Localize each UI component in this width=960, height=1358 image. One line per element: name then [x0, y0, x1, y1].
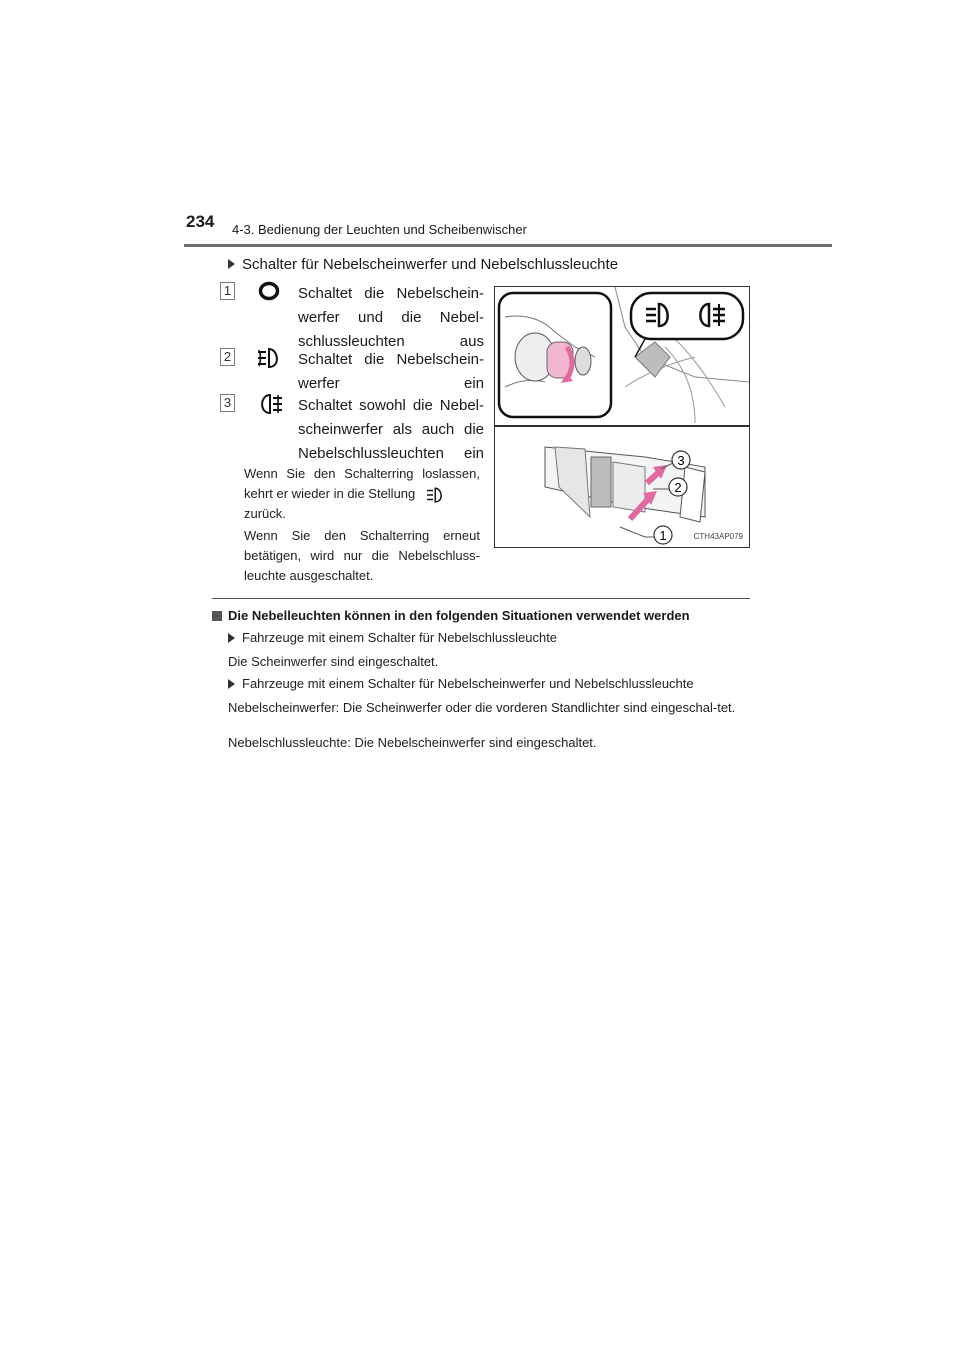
step-number: 2	[220, 348, 235, 366]
situation-label-text: Fahrzeuge mit einem Schalter für Nebelschlussleuchte	[242, 630, 558, 645]
step-text: Schaltet die Nebelschein-werfer und die Nebel-schlussleuchten aus	[298, 285, 484, 350]
situations-heading	[212, 608, 690, 623]
release-note-text: Wenn Sie den Schalterring loslassen, kehrt er wieder in die Stellung	[244, 466, 480, 501]
steering-column-illustration	[495, 287, 749, 423]
illustration	[494, 286, 750, 548]
callout-3-label: 3	[677, 453, 685, 468]
again-note: Wenn Sie den Schalterring erneut betätigen, wird nur die Nebelschluss-leuchte ausgeschaltet.	[244, 528, 480, 583]
callout-1-label: 1	[659, 528, 667, 543]
step-item	[220, 348, 490, 396]
variant-heading	[228, 256, 618, 273]
illustration-code: CTH43AP079	[693, 532, 743, 541]
step-item	[220, 282, 490, 354]
section-title: 4-3. Bedienung der Leuchten und Scheibenwischer	[232, 222, 527, 237]
page-number: 234	[186, 212, 215, 231]
off-circle-icon	[256, 280, 282, 302]
situation-desc-2: Nebelschlussleuchte: Die Nebelscheinwerfer sind eingeschaltet.	[228, 735, 597, 750]
front-fog-light-icon	[256, 346, 284, 370]
callout-2-label: 2	[674, 480, 682, 495]
step-number: 3	[220, 394, 235, 412]
situation-label-text: Fahrzeuge mit einem Schalter für Nebelscheinwerfer und Nebelschlussleuchte	[242, 676, 694, 691]
square-bullet-icon	[212, 611, 222, 621]
step-text: Schaltet sowohl die Nebel-scheinwerfer als auch die Nebelschlussleuchten ein	[298, 397, 484, 462]
lever-illustration	[495, 427, 749, 547]
variant-heading-text: Schalter für Nebelscheinwerfer und Nebelschlussleuchte	[242, 256, 619, 273]
triangle-bullet-icon	[228, 633, 235, 643]
situation-desc: Nebelscheinwerfer: Die Scheinwerfer oder die vorderen Standlichter sind eingeschal-tet.	[228, 700, 736, 715]
section-divider	[212, 598, 750, 599]
step-item	[220, 394, 490, 466]
step-text: Schaltet die Nebelschein-werfer ein	[298, 351, 484, 392]
situation-label	[228, 629, 557, 646]
situation-desc: Die Scheinwerfer sind eingeschaltet.	[228, 654, 439, 669]
header-rule	[184, 244, 832, 247]
front-fog-light-icon	[425, 486, 447, 504]
rear-fog-light-icon	[256, 392, 284, 416]
triangle-bullet-icon	[228, 259, 235, 269]
release-note-end: zurück.	[244, 506, 286, 521]
release-note	[244, 464, 480, 524]
situation-label	[228, 675, 694, 692]
triangle-bullet-icon	[228, 679, 235, 689]
step-number: 1	[220, 282, 235, 300]
situations-heading-text: Die Nebelleuchten können in den folgenden Situationen verwendet werden	[228, 608, 690, 623]
